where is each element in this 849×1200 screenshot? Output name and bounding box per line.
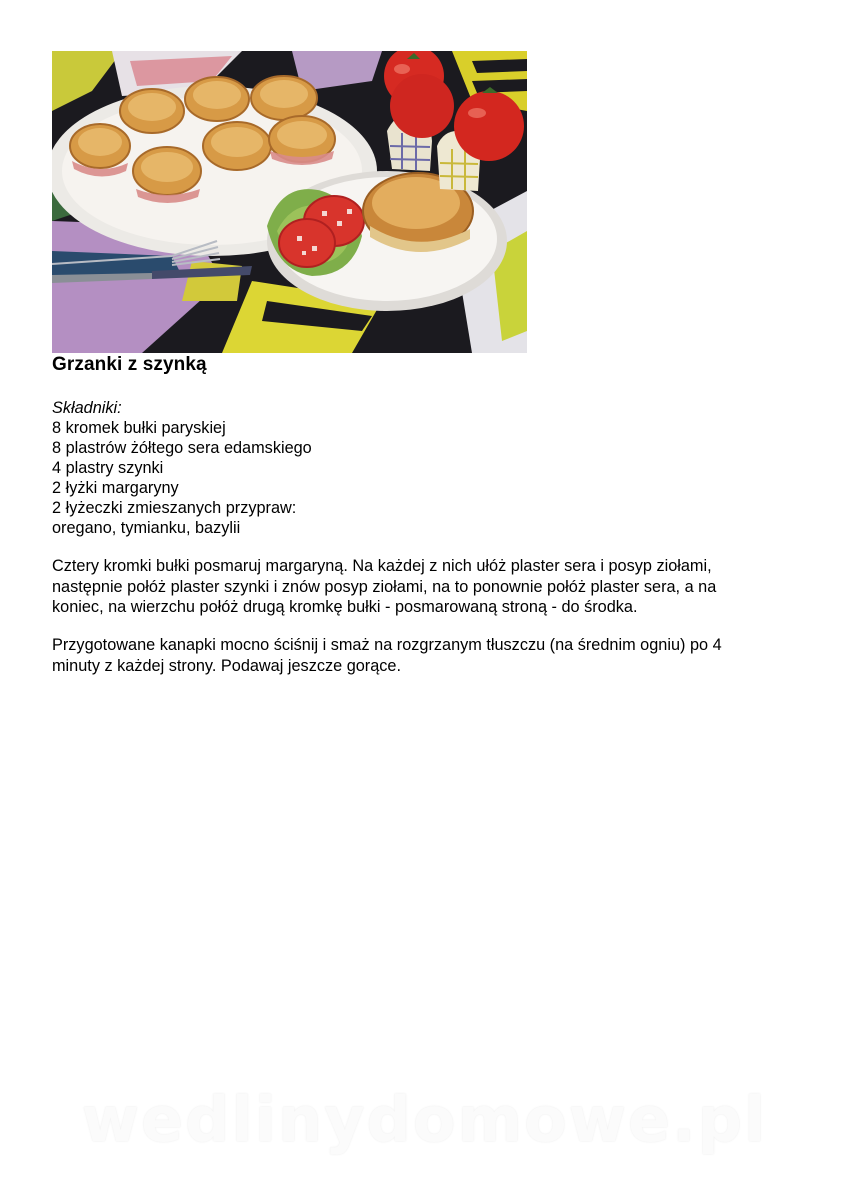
site-watermark: wedlinydomowe.pl [81,1083,768,1156]
paragraph-line: Cztery kromki bułki posmaruj margaryną. Na każdej z nich ułóż plaster sera i posyp ziołami, [52,557,712,575]
recipe-photo [52,51,527,353]
instructions-paragraph-2 [52,635,792,676]
ingredient-item: 2 łyżki margaryny [52,479,179,497]
ingredients-heading: Składniki: [52,399,122,417]
ingredients-list [52,398,312,538]
ingredient-item: oregano, tymianku, bazylii [52,519,241,537]
recipe-title: Grzanki z szynką [52,354,207,375]
ingredient-item: 8 plastrów żółtego sera edamskiego [52,439,312,457]
paragraph-line: Przygotowane kanapki mocno ściśnij i smaż na rozgrzanym tłuszczu (na średnim ogniu) po 4 [52,636,722,654]
ingredient-item: 2 łyżeczki zmieszanych przypraw: [52,499,297,517]
paragraph-line: koniec, na wierzchu połóż drugą kromkę bułki - posmarowaną stroną - do środka. [52,598,638,616]
paragraph-line: następnie połóż plaster szynki i znów posyp ziołami, na to ponownie połóż plaster sera, a na [52,577,717,596]
paragraph-line: minuty z każdej strony. Podawaj jeszcze gorące. [52,656,401,675]
ingredient-item: 8 kromek bułki paryskiej [52,419,226,437]
food-photo-illustration [52,51,527,353]
ingredient-item: 4 plastry szynki [52,459,164,477]
instructions-paragraph-1 [52,556,792,618]
